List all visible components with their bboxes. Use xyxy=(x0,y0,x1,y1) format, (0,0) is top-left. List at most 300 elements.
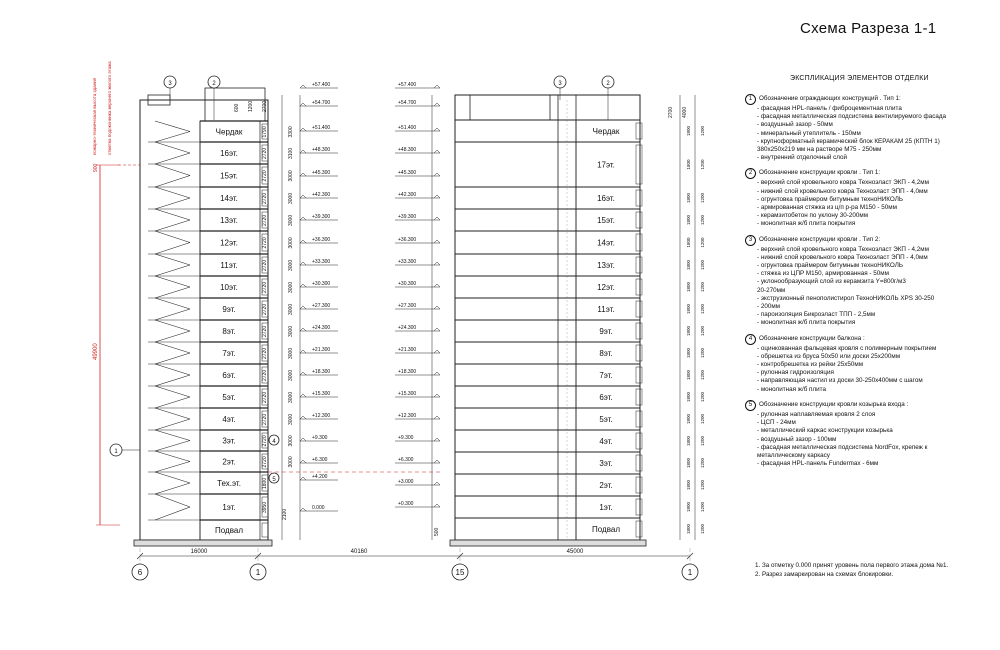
window-opening xyxy=(636,323,642,339)
floor-label: 1эт. xyxy=(222,503,236,512)
floor-label: Чердак xyxy=(592,127,620,136)
elevation-label: +54.700 xyxy=(312,100,331,106)
window-opening xyxy=(636,279,642,295)
grid-axis-a1-label: 1 xyxy=(255,568,261,577)
stair-flight xyxy=(155,441,190,452)
inner-dim: 3000 xyxy=(288,281,294,293)
top-dim: 600 xyxy=(234,103,240,112)
stair-flight xyxy=(155,494,190,507)
legend-line: - рулонная гидроизоляция xyxy=(757,369,834,377)
window-dim: 1200 xyxy=(700,259,705,270)
overall-dim-label: 49900 xyxy=(93,343,99,360)
window-dim: 1200 xyxy=(700,159,705,170)
elevation-label: +54.700 xyxy=(398,100,417,106)
window-dim: 1200 xyxy=(700,192,705,203)
elevation-label: +18.300 xyxy=(312,369,331,375)
elevation-mark xyxy=(434,328,440,331)
elevation-label: +15.300 xyxy=(398,391,417,397)
elevation-mark xyxy=(300,350,306,353)
window-opening xyxy=(636,455,642,471)
elevation-mark xyxy=(434,372,440,375)
legend-line: - фасадная HPL-панель / фиброцементная плита xyxy=(757,105,902,112)
elevation-mark xyxy=(434,103,440,106)
window-opening xyxy=(636,234,642,251)
floor-label: 16эт. xyxy=(597,194,615,203)
floor-label: Чердак xyxy=(215,127,243,137)
legend-header: Обозначение конструкции балкона : xyxy=(759,334,865,342)
red-note: пожарно-техническая высота здания xyxy=(92,77,97,155)
stair-flight xyxy=(155,243,190,255)
floor-dim: 2720 xyxy=(262,214,268,226)
floor-label: 3эт. xyxy=(222,436,236,446)
elevation-mark xyxy=(300,103,306,106)
note-line: 2. Разрез замаркирован на схемах блокировки. xyxy=(755,571,894,578)
stair-flight xyxy=(155,507,190,520)
floor-label: 12эт. xyxy=(597,283,615,292)
elevation-label: +57.400 xyxy=(398,82,417,88)
inner-dim: 3000 xyxy=(288,369,294,381)
window-dim: 1200 xyxy=(700,457,705,468)
stair-flight xyxy=(155,320,190,331)
elevation-mark xyxy=(434,460,440,463)
elevation-label: +15.300 xyxy=(312,391,331,397)
stair-flight xyxy=(155,364,190,375)
building2-roof-box xyxy=(470,95,550,120)
legend-line: - направляющая настил из доски 30-250х400мм с шагом xyxy=(757,377,923,385)
inner-dim: 3100 xyxy=(288,147,294,159)
legend-line: - верхний слой кровельного ковра Техноэласт ЭКП - 4,2мм xyxy=(757,179,929,187)
floor-label: 14эт. xyxy=(220,194,238,203)
window-dim: 1200 xyxy=(700,237,705,248)
elevation-label: +51.400 xyxy=(312,125,331,131)
floor-label: 11эт. xyxy=(220,261,238,270)
window-dim: 1800 xyxy=(686,435,691,446)
legend-line: - ЦСП - 24мм xyxy=(757,419,796,427)
window-opening xyxy=(636,521,642,537)
window-dim: 1800 xyxy=(686,501,691,512)
legend-line: - 200мм xyxy=(757,303,781,311)
window-dim: 1800 xyxy=(686,259,691,270)
elevation-mark xyxy=(300,460,306,463)
stair-flight xyxy=(155,342,190,353)
legend-line: - монолитная ж/б плита покрытия xyxy=(757,319,856,327)
stair-flight xyxy=(155,462,190,473)
window-dim: 1200 xyxy=(700,303,705,314)
legend-block xyxy=(745,401,970,468)
note-line: 1. За отметку 0.000 принят уровень пола первого этажа дома №1. xyxy=(755,562,949,569)
storey-dim xyxy=(0,0,11,1)
legend-line: - рулонная наплавляемая кровля 2 слоя xyxy=(757,410,876,418)
stair-flight xyxy=(155,187,190,198)
legend-line: - уклонообразующий слой из керамзита Y=800г/м3 xyxy=(757,278,906,286)
legend-line: - верхний слой кровельного ковра Техноэласт ЭКП - 4,2мм xyxy=(757,245,929,253)
floor-label: Тех.эт. xyxy=(217,479,241,488)
window-dim: 1800 xyxy=(686,237,691,248)
elevation-label: +21.300 xyxy=(398,347,417,353)
floor-dim: 2720 xyxy=(262,369,268,381)
floor-label: 2эт. xyxy=(599,481,613,490)
stair-flight xyxy=(155,153,190,164)
elevation-mark xyxy=(300,508,306,511)
floor-label: 15эт. xyxy=(220,171,238,181)
window-dim: 1800 xyxy=(686,303,691,314)
legend-line: металлическому каркасу xyxy=(757,451,830,459)
floor-dim: 2720 xyxy=(262,391,268,403)
elevation-label: +18.300 xyxy=(398,369,417,375)
base-dim: 2100 xyxy=(282,508,288,520)
elevation-mark xyxy=(434,438,440,441)
elevation-mark xyxy=(434,350,440,353)
legend-line: - экструзионный пенополистирол ТехноНИКОЛЬ XPS 30-250 xyxy=(757,294,935,302)
span-dim: 40160 xyxy=(350,549,368,555)
red-dim-label: 900 xyxy=(93,163,99,172)
building2-foundation xyxy=(450,540,646,546)
window-dim: 1200 xyxy=(700,435,705,446)
legend-line: - нижний слой кровельного ковра Техноэласт ЭПП - 4,0мм xyxy=(757,253,928,261)
elevation-mark xyxy=(300,477,306,480)
top-dim: 4000 xyxy=(682,106,688,118)
elevation-label: +21.300 xyxy=(312,347,331,353)
elevation-label: +4.200 xyxy=(312,474,328,480)
legend-line: - нижний слой кровельного ковра Техноэласт ЭПП - 4,0мм xyxy=(757,187,928,195)
stair-flight xyxy=(155,331,190,342)
floor-label: 5эт. xyxy=(599,415,613,424)
elevation-label: +48.300 xyxy=(398,147,417,153)
floor-dim: 2720 xyxy=(262,413,268,425)
window-dim: 1200 xyxy=(700,479,705,490)
elevation-mark xyxy=(434,482,440,485)
window-dim: 1200 xyxy=(700,501,705,512)
elevation-label: +45.300 xyxy=(398,170,417,176)
elevation-label: +6.300 xyxy=(312,457,328,463)
floor-label: 8эт. xyxy=(599,349,613,358)
stair-flight xyxy=(155,408,190,419)
elevation-mark xyxy=(300,394,306,397)
window-opening xyxy=(262,523,268,537)
top-dim: 1200 xyxy=(248,100,254,112)
stair-flight xyxy=(155,287,190,298)
stair-flight xyxy=(155,430,190,441)
inner-dim: 3000 xyxy=(288,214,294,226)
elevation-mark xyxy=(434,240,440,243)
elevation-mark xyxy=(300,217,306,220)
window-opening xyxy=(636,389,642,405)
window-dim: 1800 xyxy=(686,347,691,358)
stair-flight xyxy=(155,176,190,188)
elevation-mark xyxy=(434,150,440,153)
window-opening xyxy=(636,123,642,139)
legend-line: - воздушный зазор - 100мм xyxy=(757,435,837,443)
drawing-title: Схема Разреза 1-1 xyxy=(800,20,937,37)
inner-dim: 3000 xyxy=(288,259,294,271)
floor-label: 3эт. xyxy=(599,459,613,468)
elevation-mark xyxy=(300,306,306,309)
window-dim: 1800 xyxy=(686,391,691,402)
floor-dim: 2720 xyxy=(262,347,268,359)
top-dim: 2700 xyxy=(668,106,674,118)
stair-flight xyxy=(155,265,190,276)
elevation-label: +30.300 xyxy=(398,281,417,287)
stair-flight xyxy=(155,276,190,287)
elevation-label: +9.300 xyxy=(312,435,328,441)
window-opening xyxy=(636,433,642,449)
elevation-mark xyxy=(300,284,306,287)
marker-4-label: 4 xyxy=(272,439,276,445)
inner-dim: 3000 xyxy=(288,192,294,204)
window-opening xyxy=(636,145,642,184)
elevation-label: +27.300 xyxy=(312,303,331,309)
inner-dim: 3000 xyxy=(288,325,294,337)
window-opening xyxy=(636,477,642,493)
legend-line: - металлический каркас конструкции козырька xyxy=(757,427,893,435)
elevation-mark xyxy=(434,85,440,88)
window-dim: 1200 xyxy=(700,523,705,534)
stair-flight xyxy=(155,121,190,132)
floor-dim: 2720 xyxy=(262,192,268,204)
legend-header: Обозначение конструкции кровли . Тип 2: xyxy=(759,235,881,243)
elevation-label: +24.300 xyxy=(398,325,417,331)
width-dim-2: 45000 xyxy=(566,549,584,555)
floor-dim: 2720 xyxy=(262,325,268,337)
floor-label: 2эт. xyxy=(222,457,236,467)
elevation-mark xyxy=(434,262,440,265)
stair-flight xyxy=(155,164,190,176)
marker-1-label: 1 xyxy=(114,449,118,455)
elevation-label: +33.300 xyxy=(312,259,331,265)
window-opening xyxy=(636,190,642,206)
elevation-label: +45.300 xyxy=(312,170,331,176)
red-note-2: отметка подоконника верхнего жилого этажа xyxy=(107,61,112,155)
floor-label: 4эт. xyxy=(222,415,236,424)
stair-flight xyxy=(155,353,190,364)
legend-line: - пароизоляция Бикроэласт ТПП - 2,5мм xyxy=(757,311,876,319)
legend-block xyxy=(745,169,970,228)
inner-dim: 3000 xyxy=(288,237,294,249)
inner-dim: 3300 xyxy=(288,126,294,138)
legend-line: - фасадная металлическая подсистема NordFox, крепеж к xyxy=(757,443,928,451)
floor-label: 13эт. xyxy=(597,261,615,270)
floor-label: 6эт. xyxy=(599,393,613,402)
marker-5-label: 5 xyxy=(272,477,276,483)
window-dim: 1800 xyxy=(686,281,691,292)
legend-number: 5 xyxy=(745,400,756,411)
elevation-label: +36.300 xyxy=(312,237,331,243)
elevation-label: +0.300 xyxy=(398,501,414,507)
elevation-label: +27.300 xyxy=(398,303,417,309)
elevation-label: +57.400 xyxy=(312,82,331,88)
legend-block xyxy=(745,236,970,328)
window-dim: 1800 xyxy=(686,369,691,380)
stair-flight xyxy=(155,375,190,386)
inner-dim: 3000 xyxy=(288,456,294,468)
floor-dim: 1790 xyxy=(262,126,268,138)
floor-dim: 2720 xyxy=(262,435,268,447)
floor-label: 6эт. xyxy=(222,371,236,380)
elevation-label: +6.300 xyxy=(398,457,414,463)
legend-line: - воздушный зазор - 50мм xyxy=(757,121,833,129)
window-opening xyxy=(636,257,642,273)
floor-label: 1эт. xyxy=(599,503,613,512)
legend-line: - керамзитобетон по уклону 30-200мм xyxy=(757,212,869,220)
floor-dim: 2720 xyxy=(262,147,268,159)
legend-line: - оцинкованная фальцевая кровля с полимерным покрытием xyxy=(757,344,937,352)
floor-label: 9эт. xyxy=(222,305,236,314)
window-dim: 1800 xyxy=(686,159,691,170)
window-opening xyxy=(636,499,642,515)
window-opening xyxy=(636,411,642,427)
legend-line: - обрешетка из бруса 50х50 или доски 25х200мм xyxy=(757,352,901,360)
top-dim: 2700 xyxy=(262,100,268,112)
stair-flight xyxy=(155,472,190,483)
legend-block xyxy=(745,335,970,394)
elevation-mark xyxy=(434,195,440,198)
elevation-mark xyxy=(300,173,306,176)
floor-label: 11эт. xyxy=(597,305,615,314)
elevation-mark xyxy=(300,328,306,331)
inner-dim: 3000 xyxy=(288,435,294,447)
elevation-mark xyxy=(434,173,440,176)
base-dim: 500 xyxy=(434,527,440,536)
elevation-mark xyxy=(300,195,306,198)
elevation-label: +9.300 xyxy=(398,435,414,441)
elevation-label: +12.300 xyxy=(398,413,417,419)
grid-axis-a15-label: 15 xyxy=(455,568,465,577)
legend-line: - контробрешетка из рейки 25х50мм xyxy=(757,361,864,369)
window-dim: 1800 xyxy=(686,523,691,534)
elevation-mark xyxy=(300,85,306,88)
elevation-mark xyxy=(300,240,306,243)
legend-block xyxy=(745,95,970,162)
building1-foundation xyxy=(134,540,272,546)
elevation-label: +48.300 xyxy=(312,147,331,153)
legend-number: 3 xyxy=(745,235,756,246)
floor-label: 17эт. xyxy=(597,160,615,170)
stair-flight xyxy=(155,419,190,430)
floor-dim: 1800 xyxy=(262,477,268,489)
stair-flight xyxy=(155,254,190,265)
notes xyxy=(755,561,948,579)
elevation-label: +30.300 xyxy=(312,281,331,287)
stair-flight xyxy=(155,309,190,320)
stair-flight xyxy=(155,142,190,153)
elevation-mark xyxy=(434,128,440,131)
elevation-label: +39.300 xyxy=(312,214,331,220)
legend xyxy=(745,95,970,475)
window-dim: 1200 xyxy=(700,281,705,292)
elevation-mark xyxy=(300,262,306,265)
elevation-label: +24.300 xyxy=(312,325,331,331)
window-dim: 1200 xyxy=(700,214,705,225)
stair-flight xyxy=(155,132,190,143)
window-dim: 1800 xyxy=(686,479,691,490)
floor-label: 16эт. xyxy=(220,149,238,158)
marker-3-label: 3 xyxy=(168,81,172,87)
inner-dim: 3000 xyxy=(288,391,294,403)
window-dim: 1200 xyxy=(700,413,705,424)
floor-label: Подвал xyxy=(215,526,243,535)
floor-label: 8эт. xyxy=(222,327,236,336)
floor-label: 7эт. xyxy=(599,371,613,380)
window-opening xyxy=(636,367,642,383)
legend-heading: ЭКСПЛИКАЦИЯ ЭЛЕМЕНТОВ ОТДЕЛКИ xyxy=(790,75,929,82)
inner-dim: 3000 xyxy=(288,347,294,359)
legend-header: Обозначение конструкции кровли . Тип 1: xyxy=(759,169,881,177)
stair-flight xyxy=(155,220,190,231)
floor-dim: 2720 xyxy=(262,237,268,249)
window-dim: 1800 xyxy=(686,325,691,336)
grid-axis-a6-label: 6 xyxy=(137,568,143,577)
window-dim: 1800 xyxy=(686,457,691,468)
legend-header: Обозначение конструкции кровли козырька входа : xyxy=(759,400,909,408)
grid-axis-a1b-label: 1 xyxy=(687,568,693,577)
window-dim: 1200 xyxy=(700,369,705,380)
floor-label: 5эт. xyxy=(222,393,236,402)
marker-2-label: 2 xyxy=(606,81,610,87)
legend-line: - минеральный утеплитель - 150мм xyxy=(757,129,861,137)
elevation-mark xyxy=(300,150,306,153)
legend-number: 1 xyxy=(745,94,756,105)
elevation-label: +51.400 xyxy=(398,125,417,131)
floor-label: 14эт. xyxy=(597,238,615,248)
elevation-mark xyxy=(300,128,306,131)
legend-line: 20-270мм xyxy=(757,286,786,294)
window-opening xyxy=(636,345,642,361)
floor-dim: 2720 xyxy=(262,281,268,293)
window-dim: 1200 xyxy=(700,125,705,136)
window-dim: 1200 xyxy=(700,347,705,358)
elevation-label: +36.300 xyxy=(398,237,417,243)
elevation-label: +42.300 xyxy=(398,192,417,198)
floor-dim: 2720 xyxy=(262,303,268,315)
legend-line: - монолитная ж/б плита xyxy=(757,385,826,393)
window-dim: 1800 xyxy=(686,413,691,424)
legend-line: - фасадная металлическая подсистема вентилируемого фасада xyxy=(757,113,947,121)
elevation-mark xyxy=(434,217,440,220)
floor-dim: 2720 xyxy=(262,170,268,182)
elevation-label: +33.300 xyxy=(398,259,417,265)
legend-line: - монолитная ж/б плита покрытия xyxy=(757,220,856,228)
inner-dim: 3000 xyxy=(288,303,294,315)
elevation-mark xyxy=(300,372,306,375)
floor-label: 15эт. xyxy=(597,216,615,225)
legend-line: - внутренний отделочный слой xyxy=(757,154,848,162)
inner-dim: 3000 xyxy=(288,170,294,182)
elevation-label: +12.300 xyxy=(312,413,331,419)
legend-line: - армированная стяжка из ц/п р-ра М150 - 50мм xyxy=(757,204,897,212)
floor-dim: 2720 xyxy=(262,456,268,468)
elevation-mark xyxy=(300,416,306,419)
floor-label: 7эт. xyxy=(222,349,236,358)
floor-label: Подвал xyxy=(592,525,620,534)
legend-line: 380х250х219 мм на растворе М75 - 250мм xyxy=(757,146,882,154)
elevation-mark xyxy=(434,284,440,287)
legend-number: 4 xyxy=(745,334,756,345)
elevation-label: 0.000 xyxy=(312,505,325,511)
stair-flight xyxy=(155,298,190,309)
floor-label: 9эт. xyxy=(599,327,613,336)
window-dim: 1200 xyxy=(700,391,705,402)
elevation-mark xyxy=(434,416,440,419)
stair-flight xyxy=(155,451,190,462)
window-opening xyxy=(636,301,642,317)
marker-3-label: 3 xyxy=(558,81,562,87)
window-dim: 1800 xyxy=(686,214,691,225)
window-dim: 1200 xyxy=(700,325,705,336)
marker-2-label: 2 xyxy=(212,81,216,87)
floor-dim: 3950 xyxy=(262,501,268,513)
legend-line: - огрунтовка праймером битумным техноНИКОЛЬ xyxy=(757,262,903,270)
elevation-label: +39.300 xyxy=(398,214,417,220)
